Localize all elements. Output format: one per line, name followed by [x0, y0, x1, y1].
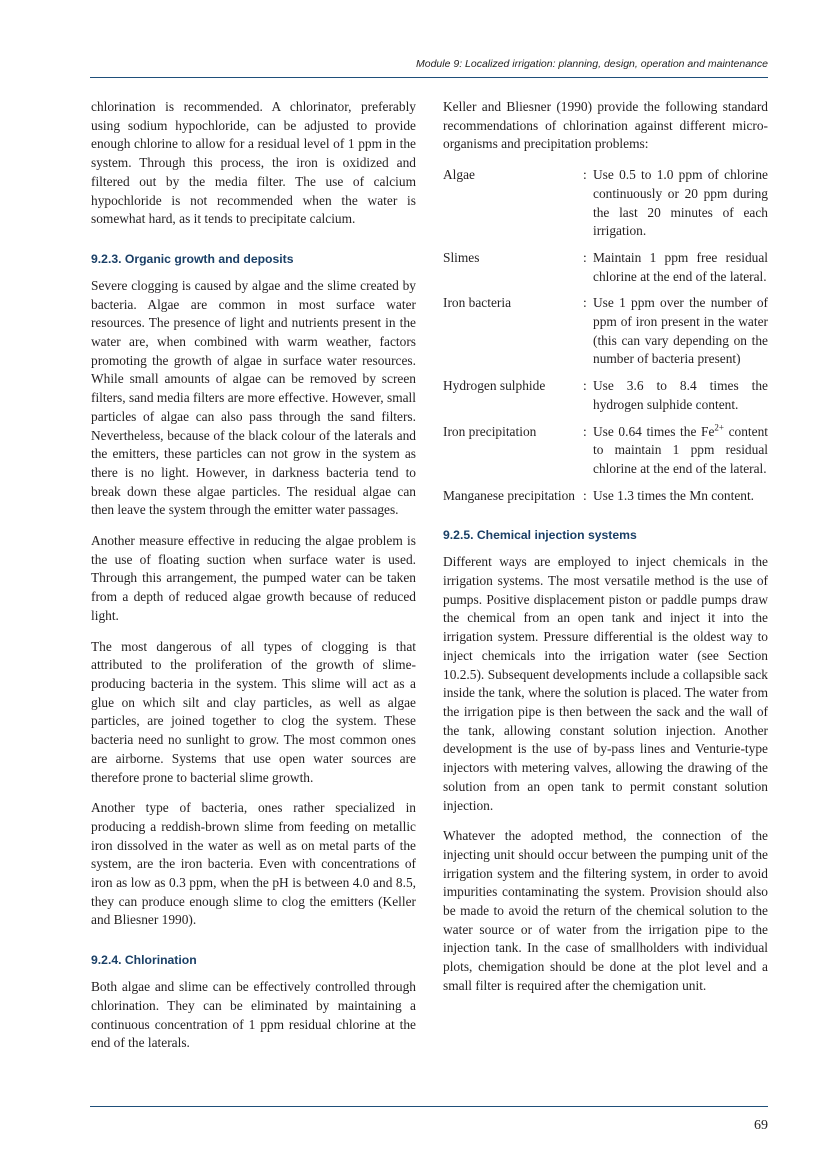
separator: :: [583, 487, 587, 503]
recommendation-term: Hydrogen sulphide: [443, 378, 546, 394]
separator: :: [583, 167, 587, 183]
separator: :: [583, 249, 587, 265]
recommendation-term: Slimes: [443, 249, 480, 265]
header-rule: [90, 77, 768, 78]
paragraph: Whatever the adopted method, the connection of the injecting unit should occur between the pumping unit of the irrigation system and the filtering system, in order to avoid impurities contaminating the system. Provision should also be made to avoid the return of the chemical solution to the water source or of water from the irrigation pipe to the injection tank. In the case of smallholders with individual plots, chemigation should be done at the plot level and a small filter is required after the chemigation unit.: [443, 828, 768, 993]
recommendation-term: Manganese precipitation: [443, 487, 575, 503]
paragraph: Keller and Bliesner (1990) provide the following standard recommendations of chlorination against different micro-organisms and precipitation problems:: [443, 99, 768, 152]
recommendation-row: [443, 487, 768, 506]
separator: :: [583, 295, 587, 311]
superscript: 2+: [714, 422, 724, 433]
page-number: 69: [754, 1118, 768, 1133]
definition-text: content to maintain 1 ppm residual chlorine at the end of the lateral.: [593, 423, 768, 476]
section-heading-9-2-3: 9.2.3. Organic growth and deposits: [91, 251, 294, 266]
paragraph: Another type of bacteria, ones rather specialized in producing a reddish-brown slime from feeding on metallic iron dissolved in the water as well as on metal parts of the system, are the iron bacteria. Even with concentrations of iron as low as 0.3 ppm, when the pH is between 4.0 and 8.5, they can produce enough slime to clog the emitters (Keller and Bliesner 1990).: [91, 800, 416, 928]
paragraph: Both algae and slime can be effectively controlled through chlorination. They can be eliminated by maintaining a continuous concentration of 1 ppm residual chlorine at the end of the laterals.: [91, 979, 416, 1051]
paragraph: chlorination is recommended. A chlorinator, preferably using sodium hypochloride, can be adjusted to provide enough chlorine to allow for a residual level of 1 ppm in the system. Through this process, the iron is oxidized and filtered out by the media filter. The use of calcium hypochloride is not recommended when the water is somewhat hard, as it tends to precipitate calcium.: [91, 99, 416, 227]
paragraph: Another measure effective in reducing the algae problem is the use of floating suction when surface water is used. Through this arrangement, the pumped water can be taken from a depth of reduced algae growth because of reduced light.: [91, 533, 416, 623]
paragraph: Severe clogging is caused by algae and the slime created by bacteria. Algae are common in most surface water resources. The presence of light and nutrients present in the water are, when combined with warm weather, factors promoting the growth of algae in surface water resources. While small amounts of algae can be removed by screen filters, sand media filters are more effective. However, small particles of algae can also pass through the sand filters. Nevertheless, because of the black colour of the laterals and the emitters, these particles can not grow in the system as there is no light. However, in darkness bacteria tend to break down these algae particles. The residual algae can then leave the system through the emitter water passages.: [91, 277, 416, 518]
recommendation-definition: Use 1.3 times the Mn content.: [593, 487, 755, 503]
section-heading-9-2-5: 9.2.5. Chemical injection systems: [443, 528, 637, 543]
recommendation-term: Algae: [443, 167, 475, 183]
recommendation-definition: Use 0.5 to 1.0 ppm of chlorine continuously or 20 ppm during the last 20 minutes of each irrigation.: [593, 167, 768, 239]
left-column: [91, 98, 416, 1065]
recommendation-term: Iron bacteria: [443, 295, 512, 311]
recommendation-row: [443, 377, 768, 414]
paragraph: The most dangerous of all types of clogging is that attributed to the proliferation of the growth of slime-producing bacteria in the system. This slime will act as a glue on which silt and clay particles, as well as algae particles, are joined together to clog the system. These bacteria need no sunlight to grow. The most common ones are airborne. Systems that use open water sources are therefore prone to bacterial slime growth.: [91, 638, 416, 785]
paragraph: Different ways are employed to inject chemicals in the irrigation systems. The most versatile method is the use of pumps. Positive displacement piston or paddle pumps draw the chemical from an open tank and inject it into the irrigation system. Pressure differential is the oldest way to inject chemicals into the irrigation water (see Section 10.2.5). Subsequent developments include a collapsible sack inside the tank, where the solution is placed. The water from the irrigation pipe is then between the sack and the wall of the tank, allowing constant solution injection. Another development is the use of by-pass lines and Venturie-type injectors with metering valves, allowing the drawing of the solution from an open tank to permit constant solution injection.: [443, 554, 768, 813]
recommendation-row: [443, 294, 768, 369]
section-heading-9-2-4: 9.2.4. Chlorination: [91, 953, 197, 968]
recommendation-row: [443, 166, 768, 241]
separator: :: [583, 423, 587, 439]
separator: :: [583, 378, 587, 394]
recommendation-definition: [593, 423, 768, 479]
footer-rule: [90, 1106, 768, 1107]
recommendation-definition: Maintain 1 ppm free residual chlorine at the end of the lateral.: [593, 249, 768, 284]
recommendation-definition: Use 3.6 to 8.4 times the hydrogen sulphide content.: [593, 378, 768, 412]
recommendation-row: [443, 249, 768, 286]
recommendation-definition: Use 1 ppm over the number of ppm of iron present in the water (this can vary depending on the number of bacteria present): [593, 295, 768, 367]
recommendation-term: Iron precipitation: [443, 423, 537, 439]
recommendation-row: [443, 423, 768, 479]
right-column: [443, 98, 768, 1008]
running-header: Module 9: Localized irrigation: planning, design, operation and maintenance: [416, 58, 768, 70]
definition-text: Use 0.64 times the Fe: [593, 423, 715, 439]
